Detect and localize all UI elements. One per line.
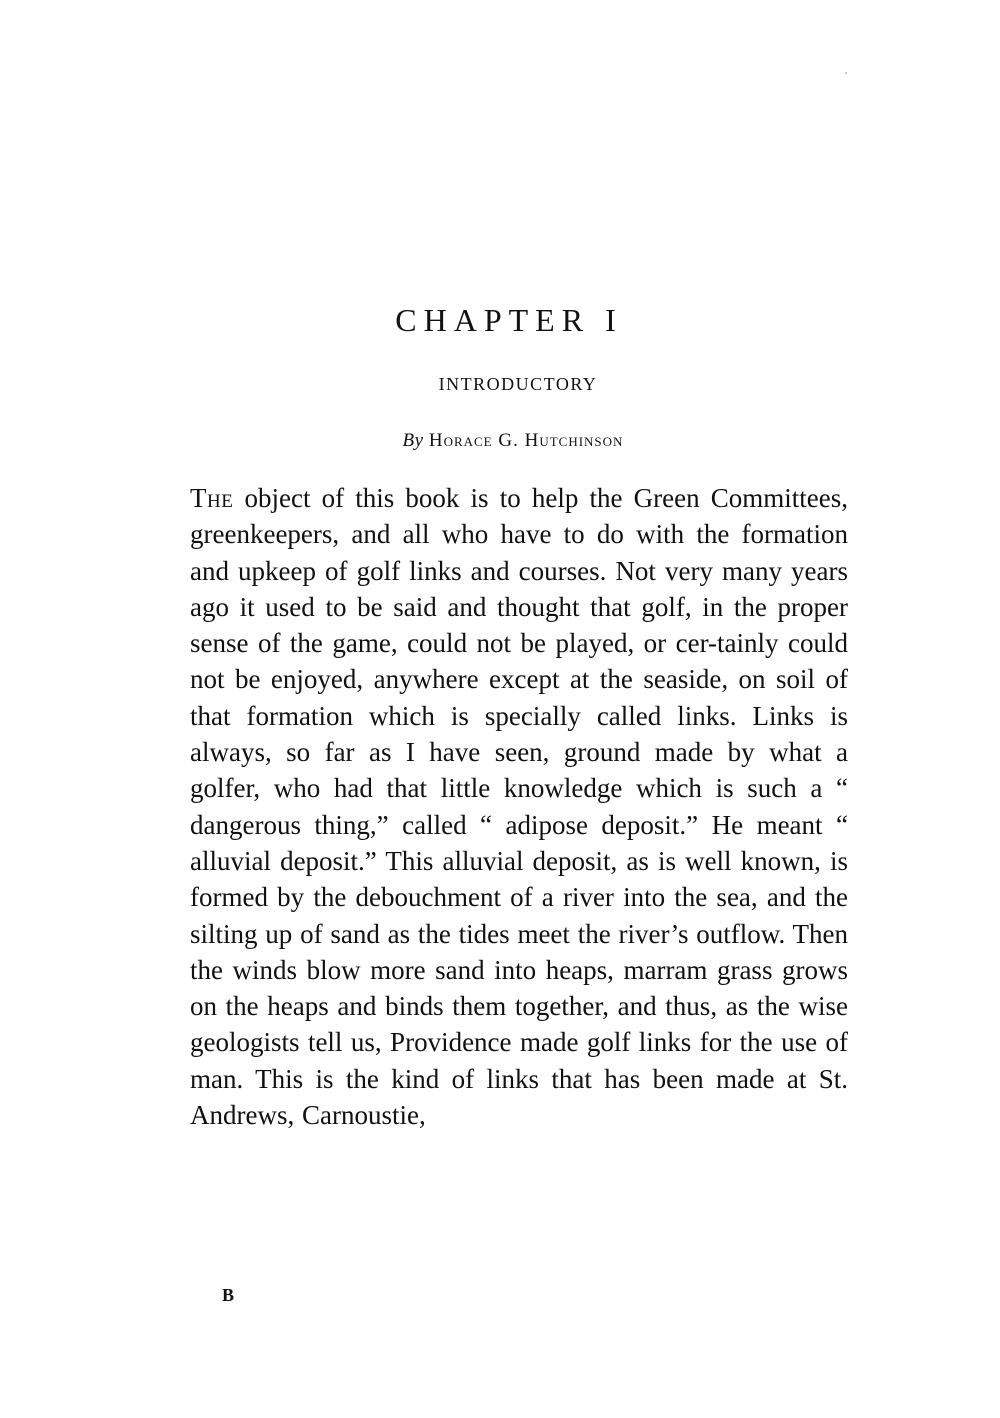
byline-prefix: By xyxy=(402,430,424,451)
signature-mark: B xyxy=(222,1285,236,1305)
page-speck xyxy=(845,72,847,74)
section-title: INTRODUCTORY xyxy=(438,374,598,394)
chapter-title: CHAPTER I xyxy=(395,302,623,338)
lead-word: The xyxy=(190,483,234,513)
body-paragraph xyxy=(190,480,848,1133)
byline-author: Horace G. Hutchinson xyxy=(428,430,624,451)
body-text xyxy=(190,480,848,1133)
byline xyxy=(0,428,1000,454)
paragraph-text: object of this book is to help the Green Committees, greenkeepers, and all who have to do with the formation and upkeep of golf links and courses. Not very many years ago it used to be said and thought that golf, in the proper sense of the game, could not be played, or cer-tainly could not be enjoyed, anywhere except at the seaside, on soil of that formation which is specially called links. Links is always, so far as I have seen, ground made by what a golfer, who had that little knowledge which is such a “ dangerous thing,” called “ adipose deposit.” He meant “ alluvial deposit.” This alluvial deposit, as is well known, is formed by the debouchment of a river into the sea, and the silting up of sand as the tides meet the river’s outflow. Then the winds blow more sand into heaps, marram grass grows on the heaps and binds them together, and thus, as the wise geologists tell us, Providence made golf links for the use of man. This is the kind of links that has been made at St. Andrews, Carnoustie, xyxy=(190,483,848,1131)
